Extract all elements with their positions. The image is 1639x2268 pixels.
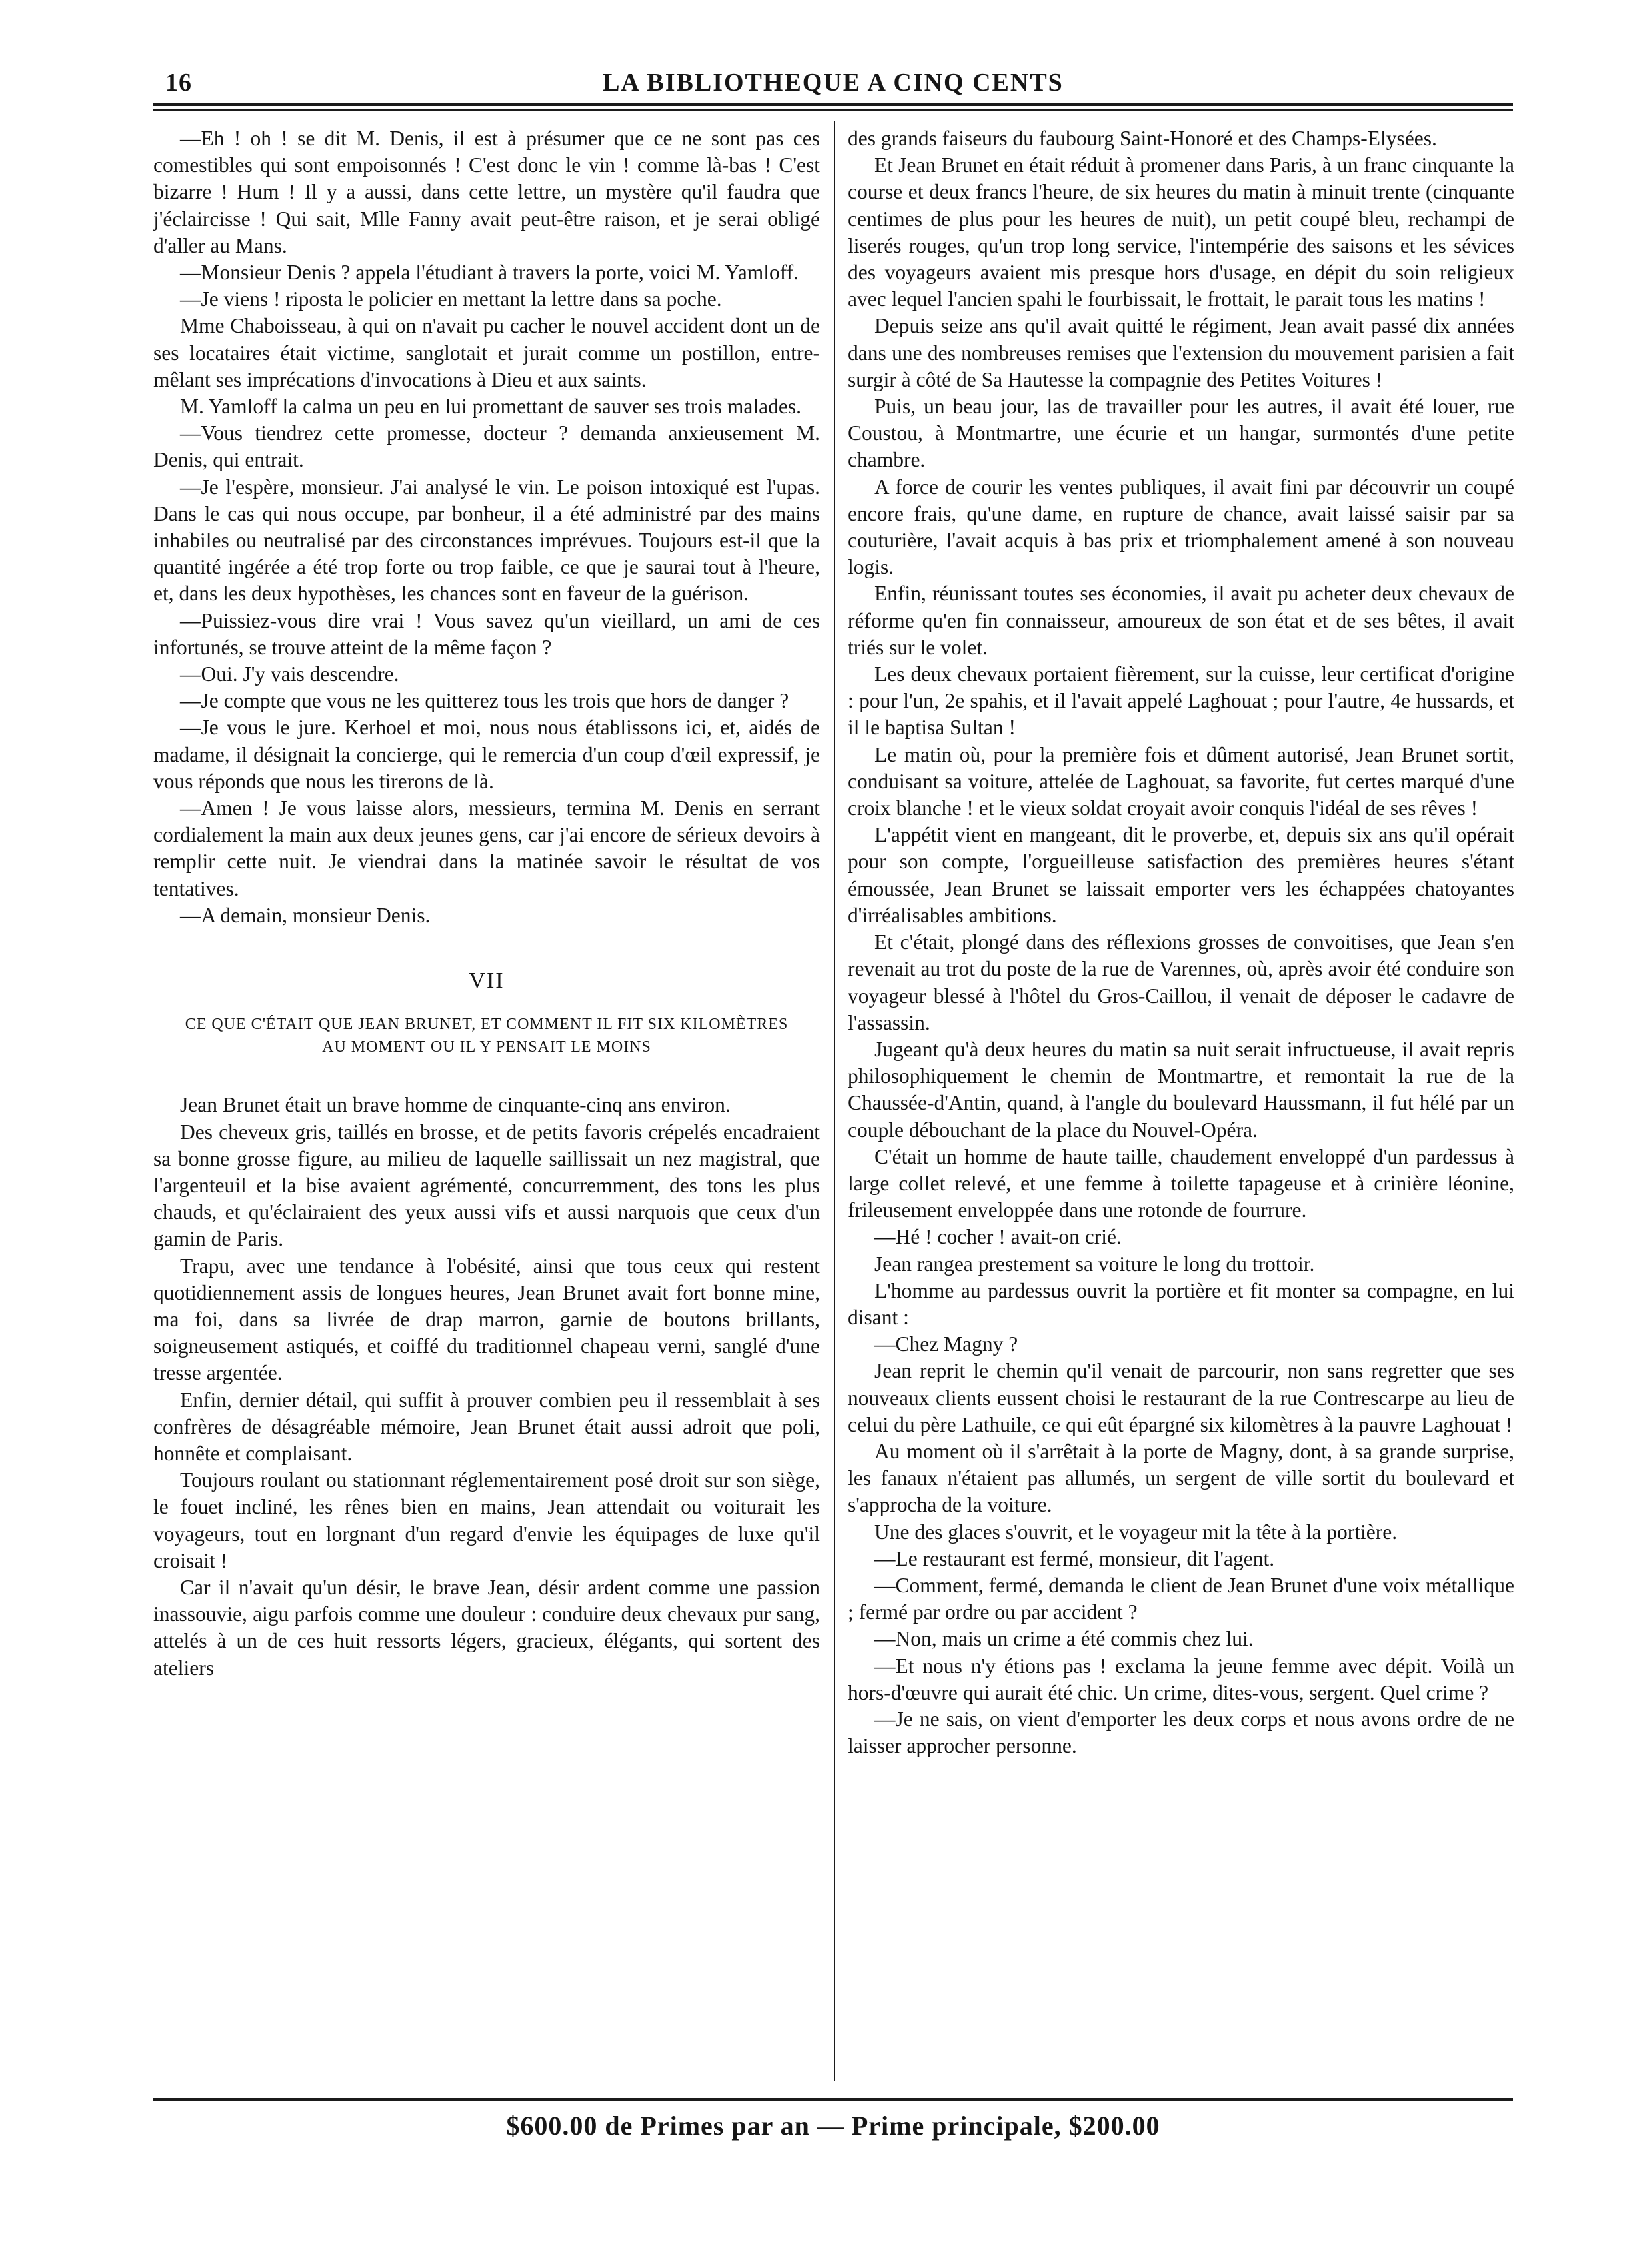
paragraph: —Chez Magny ? — [874, 1332, 1018, 1356]
paragraph: —Et nous n'y étions pas ! exclama la jeune femme avec dépit. Voilà un hors-d'œuvre qui aurait été chic. Un crime, dites-vous, sergent. Quel crime ? — [848, 1654, 1514, 1704]
paragraph: —Puissiez-vous dire vrai ! Vous savez qu'un vieillard, un ami de ces infortunés, se trouve atteint de la même façon ? — [153, 608, 820, 659]
paragraph: Et c'était, plongé dans des réflexions grosses de convoitises, que Jean s'en revenait au trot du poste de la rue de Varennes, où, après avoir été conduire son voyageur blessé à l'hôtel du Gros-Caillou, il venait de déposer le cadavre de l'assassin. — [848, 930, 1514, 1034]
paragraph: C'était un homme de haute taille, chaudement enveloppé d'un pardessus à large collet relevé, et une femme à toilette tapageuse et à crinière léonine, frileusement enveloppée dans une rotonde de fourrure. — [848, 1144, 1514, 1222]
paragraph: —Monsieur Denis ? appela l'étudiant à travers la porte, voici M. Yamloff. — [180, 261, 799, 285]
paragraph: L'appétit vient en mangeant, dit le proverbe, et, depuis six ans qu'il opérait pour son compte, l'orgueilleuse satisfaction des premières heures s'étant émoussée, Jean Brunet se laissait emporter vers les échappées chatoyantes d'irréalisables ambitions. — [848, 823, 1514, 927]
paragraph: —Oui. J'y vais descendre. — [180, 662, 399, 686]
paragraph: —Vous tiendrez cette promesse, docteur ? demanda anxieusement M. Denis, qui entrait. — [153, 421, 820, 472]
paragraph: Une des glaces s'ouvrit, et le voyageur mit la tête à la portière. — [874, 1520, 1398, 1544]
paragraph: Car il n'avait qu'un désir, le brave Jean, désir ardent comme une passion inassouvie, aigu parfois comme une douleur : conduire deux chevaux pur sang, attelés à un de ces huit ressorts légers, gracieux, élégants, qui sortent des ateliers — [153, 1575, 820, 1680]
column-divider — [834, 121, 835, 2081]
paragraph: —Je viens ! riposta le policier en mettant la lettre dans sa poche. — [180, 287, 722, 311]
column-continuation: des grands faiseurs du faubourg Saint-Honoré et des Champs-Elysées. — [848, 127, 1437, 150]
left-paragraphs-after — [153, 1092, 820, 1681]
paragraph: —A demain, monsieur Denis. — [180, 903, 431, 927]
paragraph: Le matin où, pour la première fois et dûment autorisé, Jean Brunet sortit, conduisant sa voiture, attelée de Laghouat, sa favorite, fut certes marqué d'une croix blanche ! et le vieux soldat croyait avoir conquis l'idéal de ses rêves ! — [848, 742, 1514, 820]
header-rule — [153, 103, 1513, 106]
paragraph: Et Jean Brunet en était réduit à promener dans Paris, à un franc cinquante la course et deux francs l'heure, de six heures du matin à minuit trente (cinquante centimes de plus pour les heures de nuit), un petit coupé bleu, rechampi de liserés rouges, qu'un trop long service, l'intempérie des saisons et les sévices des voyageurs avaient mis presque hors d'usage, en dépit du soin religieux avec lequel l'ancien spahi le fourbissait, le frottait, le parait tous les matins ! — [848, 153, 1514, 311]
left-column — [153, 125, 820, 1682]
paragraph: Les deux chevaux portaient fièrement, sur la cuisse, leur certificat d'origine : pour l'un, 2e spahis, et il l'avait appelé Laghouat ; pour l'autre, 4e hussards, et il le baptisa Sultan ! — [848, 662, 1514, 740]
paragraph: —Hé ! cocher ! avait-on crié. — [874, 1225, 1122, 1249]
paragraph: Puis, un beau jour, las de travailler pour les autres, il avait été louer, rue Coustou, à Montmartre, une écurie et un hangar, surmontés d'une petite chambre. — [848, 395, 1514, 472]
paragraph: —Je ne sais, on vient d'emporter les deux corps et nous avons ordre de ne laisser approcher personne. — [848, 1707, 1514, 1758]
left-paragraphs-before — [153, 125, 820, 929]
right-paragraphs — [848, 152, 1514, 1759]
paragraph: Toujours roulant ou stationnant réglementairement posé droit sur son siège, le fouet incliné, les rênes bien en mains, Jean attendait ou voiturait les voyageurs, tout en lorgnant d'un regard d'envie les équipages de luxe qu'il croisait ! — [153, 1468, 820, 1572]
running-title: LA BIBLIOTHEQUE A CINQ CENTS — [603, 69, 1064, 97]
paragraph: Enfin, dernier détail, qui suffit à prouver combien peu il ressemblait à ses confrères de désagréable mémoire, Jean Brunet était aussi adroit que poli, honnête et complaisant. — [153, 1388, 820, 1465]
paragraph: Jean Brunet était un brave homme de cinquante-cinq ans environ. — [180, 1093, 731, 1117]
paragraph: M. Yamloff la calma un peu en lui promettant de sauver ses trois malades. — [180, 395, 801, 419]
paragraph: —Je compte que vous ne les quitterez tous les trois que hors de danger ? — [180, 689, 789, 713]
paragraph: L'homme au pardessus ouvrit la portière et fit monter sa compagne, en lui disant : — [848, 1278, 1514, 1329]
header-rule-thin — [153, 109, 1513, 111]
paragraph: Trapu, avec une tendance à l'obésité, ainsi que tous ceux qui restent quotidiennement assis de longues heures, Jean Brunet avait fort bonne mine, ma foi, dans sa livrée de drap marron, garnie de boutons brillants, soigneusement astiqués, et coiffé du traditionnel chapeau verni, sanglé d'une tresse argentée. — [153, 1254, 820, 1385]
paragraph: Jean rangea prestement sa voiture le long du trottoir. — [874, 1252, 1315, 1276]
paragraph: —Le restaurant est fermé, monsieur, dit l'agent. — [874, 1546, 1275, 1570]
page — [153, 64, 1514, 2141]
footer-rule — [153, 2098, 1513, 2101]
paragraph: —Comment, fermé, demanda le client de Jean Brunet d'une voix métallique ; fermé par ordre ou par accident ? — [848, 1573, 1514, 1624]
paragraph: Des cheveux gris, taillés en brosse, et de petits favoris crépelés encadraient sa bonne grosse figure, au milieu de laquelle saillissait un nez magistral, que l'argenteuil et la bise avaient agrémenté, concurremment, des tons les plus chauds, et qu'éclairaient des yeux aussi vifs et aussi narquois que ceux d'un gamin de Paris. — [153, 1120, 820, 1251]
paragraph: —Amen ! Je vous laisse alors, messieurs, termina M. Denis en serrant cordialement la main aux deux jeunes gens, car j'ai encore de sérieux devoirs à remplir cette nuit. Je viendrai dans la matinée savoir le résultat de vos tentatives. — [153, 796, 820, 900]
right-column — [848, 125, 1514, 1759]
chapter-title: CE QUE C'ÉTAIT QUE JEAN BRUNET, ET COMMENT IL FIT SIX KILOMÈTRES AU MOMENT OU IL Y PENSAIT LE MOINS — [185, 1016, 789, 1056]
paragraph: A force de courir les ventes publiques, il avait fini par découvrir un coupé encore frais, qu'une dame, en rupture de chance, avait laissé saisir par sa couturière, l'avait acquis à bas prix et triomphalement amené à son nouveau logis. — [848, 475, 1514, 579]
paragraph: Enfin, réunissant toutes ses économies, il avait pu acheter deux chevaux de réforme qu'en fin connaisseur, amoureux de son état et de ses bêtes, il avait triés sur le volet. — [848, 582, 1514, 659]
paragraph: Jean reprit le chemin qu'il venait de parcourir, non sans regretter que ses nouveaux clients eussent choisi le restaurant de la rue Contrescarpe au lieu de celui du père Lathuile, ce qui eût épargné six kilomètres à la pauvre Laghouat ! — [848, 1359, 1514, 1436]
paragraph: —Eh ! oh ! se dit M. Denis, il est à présumer que ce ne sont pas ces comestibles qui sont empoisonnés ! C'est donc le vin ! comme là-bas ! C'est bizarre ! Hum ! Il y a aussi, dans cette lettre, un mystère qu'il faudra que j'éclaircisse ! Qui sait, Mlle Fanny avait peut-être raison, et je serai obligé d'aller au Mans. — [153, 127, 820, 257]
paragraph: —Je l'espère, monsieur. J'ai analysé le vin. Le poison intoxiqué est l'upas. Dans le cas qui nous occupe, par bonheur, il a été administré par des mains inhabiles ou neutralisé par des circonstances imprévues. Toujours est-il que la quantité ingérée a été trop forte ou trop faible, ce que je saurai tout à l'heure, et, dans les deux hypothèses, les chances sont en faveur de la guérison. — [153, 475, 820, 606]
chapter-number: VII — [469, 968, 505, 994]
paragraph: —Je vous le jure. Kerhoel et moi, nous nous établissons ici, et, aidés de madame, il désignait la concierge, qui le remercia d'un coup d'œil expressif, je vous réponds que nous les tirerons de là. — [153, 716, 820, 793]
page-number: 16 — [165, 69, 192, 97]
paragraph: Mme Chaboisseau, à qui on n'avait pu cacher le nouvel accident dont un de ses locataires était victime, sanglotait et jurait comme un postillon, entre-mêlant ses imprécations d'invocations à Dieu et aux saints. — [153, 314, 820, 391]
paragraph: —Non, mais un crime a été commis chez lui. — [874, 1627, 1254, 1651]
page-header — [153, 64, 1513, 104]
paragraph: Jugeant qu'à deux heures du matin sa nuit serait infructueuse, il avait repris philosophiquement le chemin de Montmartre, et remontait la rue de la Chaussée-d'Antin, quand, à l'angle du boulevard Haussmann, il fut hélé par un couple débouchant de la place du Nouvel-Opéra. — [848, 1037, 1514, 1142]
paragraph: Au moment où il s'arrêtait à la porte de Magny, dont, à sa grande surprise, les fanaux n'étaient pas allumés, un sergent de ville sortit du boulevard et s'approcha de la voiture. — [848, 1439, 1514, 1517]
paragraph: Depuis seize ans qu'il avait quitté le régiment, Jean avait passé dix années dans une des nombreuses remises que l'extension du mouvement parisien a fait surgir à côté de Sa Hautesse la compagnie des Petites Voitures ! — [848, 314, 1514, 391]
footer-advertisement: $600.00 de Primes par an — Prime principale, $200.00 — [506, 2111, 1160, 2141]
